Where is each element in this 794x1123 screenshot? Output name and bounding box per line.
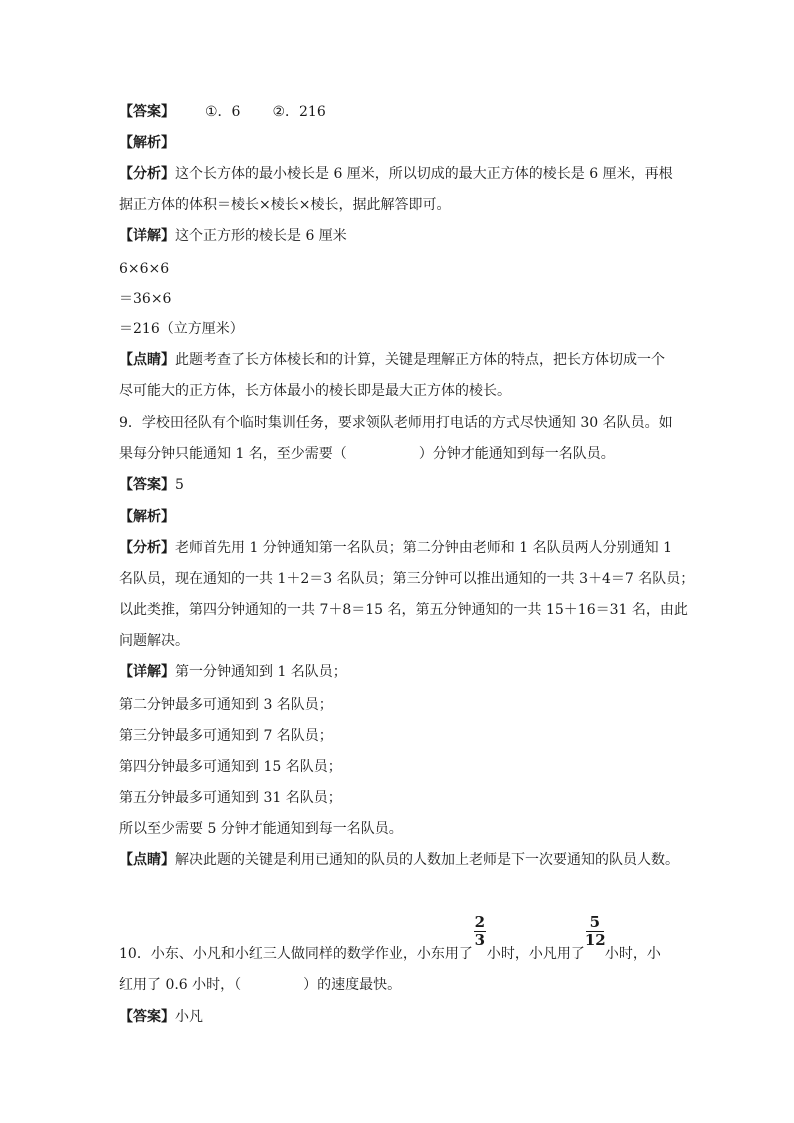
fraction-five-twelfths	[584, 913, 606, 964]
q9-question-line2	[119, 444, 615, 464]
q8-dianjing-line2: 尽可能大的正方体，长方体最小的棱长即是最大正方体的棱长。	[119, 383, 511, 399]
q8-xiangjie-line1	[119, 226, 347, 246]
dianjing-text: 解决此题的关键是利用已通知的队员的人数加上老师是下一次要通知的队员人数。	[175, 852, 679, 868]
q10-question-line1	[119, 913, 661, 964]
answer-value: 小凡	[175, 1009, 203, 1025]
q8-calc-3: ＝216（立方厘米）	[119, 321, 244, 337]
fraction-numerator: 2	[474, 913, 486, 931]
dianjing-tag: 【点睛】	[119, 852, 175, 868]
q8-calc-1: 6×6×6	[119, 261, 170, 277]
q9-analysis-tag: 【解析】	[119, 509, 175, 525]
q9-step-2: 第二分钟最多可通知到 3 名队员；	[119, 697, 333, 713]
answer-value-2: ②．216	[272, 104, 326, 120]
q10-answer-line	[119, 1007, 203, 1027]
q9-step-4: 第四分钟最多可通知到 15 名队员；	[119, 759, 342, 775]
fenxi-text: 老师首先用 1 分钟通知第一名队员；第二分钟由老师和 1 名队员两人分别通知 1	[175, 540, 672, 556]
fraction-denominator: 12	[584, 931, 606, 949]
q8-calc-2: ＝36×6	[119, 291, 172, 307]
fraction-denominator: 3	[474, 931, 486, 949]
q9-dianjing-line1	[119, 850, 679, 870]
q8-dianjing-line1	[119, 350, 665, 370]
answer-tag: 【答案】	[119, 104, 175, 120]
q10-question-text-3: 小时，小	[604, 946, 661, 962]
answer-value: 5	[175, 477, 184, 493]
answer-tag: 【答案】	[119, 1009, 175, 1025]
q9-step-3: 第三分钟最多可通知到 7 名队员；	[119, 728, 333, 744]
q8-fenxi-line2: 据正方体的体积＝棱长×棱长×棱长，据此解答即可。	[119, 197, 451, 213]
answer-value-1: ①．6	[205, 104, 241, 120]
q9-fenxi-line2: 名队员，现在通知的一共 1＋2＝3 名队员；第三分钟可以推出通知的一共 3＋4＝7 名队员；	[119, 571, 695, 587]
q9-question-line1: 9．学校田径队有个临时集训任务，要求领队老师用打电话的方式尽快通知 30 名队员。如	[119, 415, 673, 431]
q9-fenxi-line4: 问题解决。	[119, 633, 189, 649]
q9-fenxi-line1	[119, 538, 672, 558]
fenxi-text: 这个长方体的最小棱长是 6 厘米，所以切成的最大正方体的棱长是 6 厘米，再根	[175, 166, 673, 182]
q8-analysis-tag: 【解析】	[119, 135, 175, 151]
fraction-numerator: 5	[589, 913, 601, 931]
fenxi-tag: 【分析】	[119, 540, 175, 556]
xiangjie-tag: 【详解】	[119, 228, 175, 244]
xiangjie-text: 第一分钟通知到 1 名队员；	[175, 664, 347, 680]
fraction-two-thirds	[473, 913, 487, 964]
q9-xiangjie-line1	[119, 662, 347, 682]
q10-question-text-a: 红用了 0.6 小时，（	[119, 977, 242, 993]
q8-answer-line	[119, 102, 326, 122]
q10-question-line2	[119, 975, 401, 995]
q9-conclusion: 所以至少需要 5 分钟才能通知到每一名队员。	[119, 821, 403, 837]
q9-question-text-b: ）分钟才能通知到每一名队员。	[418, 446, 615, 462]
q10-question-text-1: 10．小东、小凡和小红三人做同样的数学作业，小东用了	[119, 946, 473, 962]
q8-fenxi-line1	[119, 164, 673, 184]
dianjing-text: 此题考查了长方体棱长和的计算，关键是理解正方体的特点，把长方体切成一个	[175, 352, 665, 368]
fenxi-tag: 【分析】	[119, 166, 175, 182]
q9-fenxi-line3: 以此类推，第四分钟通知的一共 7＋8＝15 名，第五分钟通知的一共 15＋16＝31 名，由此	[119, 602, 688, 618]
xiangjie-text: 这个正方形的棱长是 6 厘米	[175, 228, 347, 244]
q9-step-5: 第五分钟最多可通知到 31 名队员；	[119, 790, 342, 806]
dianjing-tag: 【点睛】	[119, 352, 175, 368]
q10-question-text-2: 小时，小凡用了	[486, 946, 585, 962]
q9-answer-line	[119, 475, 184, 495]
q10-question-text-b: ）的速度最快。	[303, 977, 402, 993]
q9-question-text-a: 果每分钟只能通知 1 名，至少需要（	[119, 446, 347, 462]
xiangjie-tag: 【详解】	[119, 664, 175, 680]
answer-tag: 【答案】	[119, 477, 175, 493]
